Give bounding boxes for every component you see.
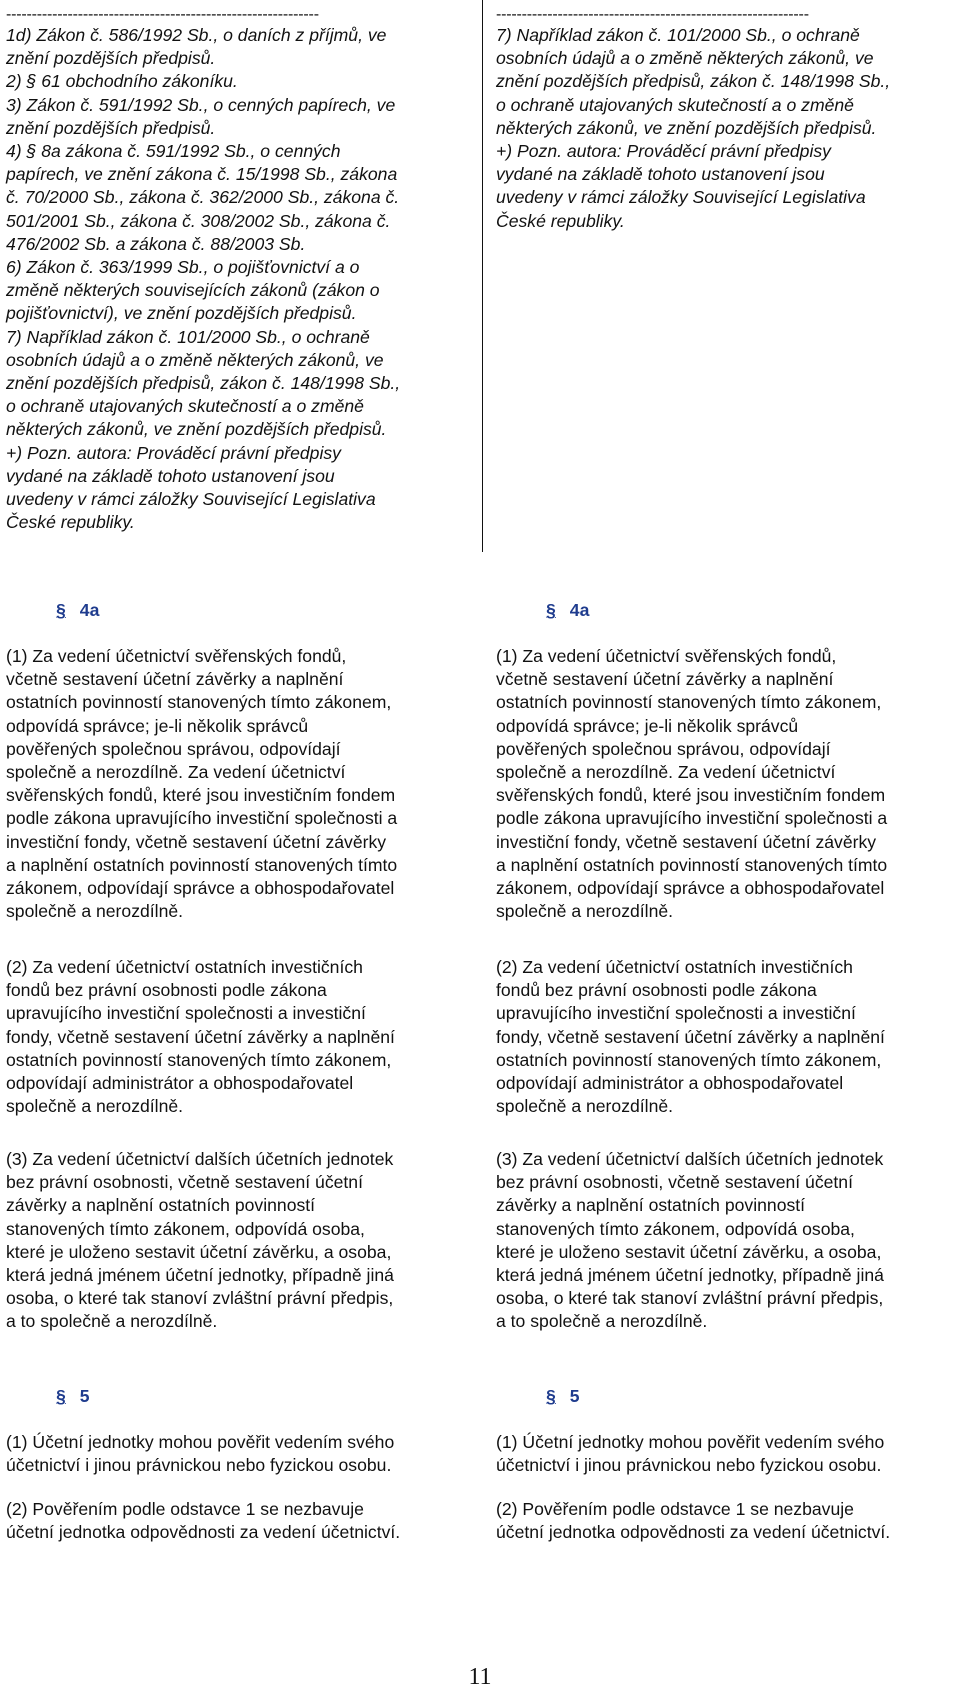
text-line: podle zákona upravujícího investiční společnosti a (496, 808, 888, 829)
text-line: bez právní osobnosti, včetně sestavení účetní (6, 1172, 363, 1193)
footnote-line: České republiky. (496, 210, 625, 231)
footnote-line: 7) Například zákon č. 101/2000 Sb., o ochraně (6, 326, 370, 347)
footnote-line: 501/2001 Sb., zákona č. 308/2002 Sb., zákona č. (6, 210, 391, 231)
text-line: podle zákona upravujícího investiční společnosti a (6, 808, 398, 829)
section-symbol: § (546, 600, 556, 620)
text-line: a to společně a nerozdílně. (496, 1311, 708, 1332)
section-symbol: § (546, 1386, 556, 1406)
text-line: ostatních povinností stanovených tímto zákonem, (6, 692, 392, 713)
text-line: účetnictví i jinou právnickou nebo fyzickou osobu. (496, 1455, 882, 1476)
text-line: odpovídá správce; je-li několik správců (6, 715, 309, 736)
text-line: společně a nerozdílně. Za vedení účetnictví (496, 762, 836, 783)
footnote-line: vydané na základě tohoto ustanovení jsou (6, 465, 335, 486)
text-line: včetně sestavení účetní závěrky a naplnění (6, 669, 344, 690)
footnote-line: 7) Například zákon č. 101/2000 Sb., o ochraně (496, 25, 860, 45)
text-line: závěrky a naplnění ostatních povinností (6, 1195, 316, 1216)
section-5-heading-right (546, 1386, 580, 1407)
text-line: závěrky a naplnění ostatních povinností (496, 1195, 806, 1216)
section-4a-left (6, 645, 476, 923)
paragraph-2 (6, 956, 476, 1118)
section-number: 4a (79, 600, 100, 620)
section-4a-heading-left (56, 600, 99, 621)
section-4a-heading-right (546, 600, 589, 621)
text-line: (2) Pověřením podle odstavce 1 se nezbavuje (496, 1499, 854, 1519)
text-line: společně a nerozdílně. (496, 1096, 674, 1117)
footnotes-right-text (496, 24, 956, 233)
text-line: odpovídají administrátor a obhospodařovatel (496, 1073, 844, 1094)
text-line: pověřených společnou správou, odpovídají (6, 738, 341, 759)
text-line: (1) Účetní jednotky mohou pověřit vedením svého (6, 1432, 395, 1452)
text-line: která jedná jménem účetní jednotky, případně jiná (496, 1265, 884, 1286)
footnote-line: znění pozdějších předpisů, zákon č. 148/1998 Sb., (496, 71, 891, 92)
text-line: stanovených tímto zákonem, odpovídá osoba, (6, 1218, 365, 1239)
footnote-line: +) Pozn. autora: Prováděcí právní předpisy (6, 442, 341, 463)
section-number: 4a (569, 600, 590, 620)
text-line: upravujícího investiční společnosti a investiční (6, 1003, 366, 1024)
section-5-right-p1 (496, 1431, 956, 1477)
text-line: ostatních povinností stanovených tímto zákonem, (496, 1049, 882, 1070)
footnote-line: 2) § 61 obchodního zákoníku. (6, 71, 238, 92)
section-4a-left-p2 (6, 956, 476, 1118)
text-line: a naplnění ostatních povinností stanovených tímto (6, 854, 398, 875)
text-line: fondy, včetně sestavení účetní závěrky a naplnění (6, 1026, 395, 1047)
text-line: účetní jednotka odpovědnosti za vedení účetnictví. (496, 1522, 891, 1543)
footnote-separator: ------------------------------------------------------------- (6, 6, 319, 23)
section-4a-left-p3 (6, 1148, 476, 1334)
text-line: (3) Za vedení účetnictví dalších účetních jednotek (496, 1149, 884, 1169)
text-line: bez právní osobnosti, včetně sestavení účetní (496, 1172, 853, 1193)
text-line: (1) Za vedení účetnictví svěřenských fondů, (496, 646, 837, 666)
footnote-line: 6) Zákon č. 363/1999 Sb., o pojišťovnictví a o (6, 257, 360, 278)
text-line: odpovídají administrátor a obhospodařovatel (6, 1073, 354, 1094)
paragraph-2 (496, 956, 956, 1118)
footnote-line: změně některých souvisejících zákonů (zákon o (6, 280, 380, 301)
section-5-left-p1 (6, 1431, 476, 1477)
footnote-line: znění pozdějších předpisů. (6, 48, 216, 69)
text-line: pověřených společnou správou, odpovídají (496, 738, 831, 759)
text-line: odpovídá správce; je-li několik správců (496, 715, 799, 736)
section-symbol: § (56, 1386, 66, 1406)
section-4a-right (496, 645, 956, 923)
text-line: společně a nerozdílně. (6, 1096, 184, 1117)
footnote-line: znění pozdějších předpisů, zákon č. 148/1998 Sb., (6, 373, 401, 394)
footnote-line: uvedeny v rámci záložky Související Legislativa (6, 489, 376, 510)
text-line: svěřenských fondů, které jsou investičním fondem (6, 785, 396, 806)
section-number: 5 (79, 1386, 90, 1406)
text-line: včetně sestavení účetní závěrky a naplnění (496, 669, 834, 690)
text-line: (1) Účetní jednotky mohou pověřit vedením svého (496, 1432, 885, 1452)
footnote-line: +) Pozn. autora: Prováděcí právní předpisy (496, 141, 831, 162)
section-4a-right-p3 (496, 1148, 956, 1334)
text-line: (3) Za vedení účetnictví dalších účetních jednotek (6, 1149, 394, 1169)
text-line: společně a nerozdílně. Za vedení účetnictví (6, 762, 346, 783)
footnote-line: osobních údajů a o změně některých zákonů, ve (6, 349, 384, 370)
footnote-line: uvedeny v rámci záložky Související Legislativa (496, 187, 866, 208)
section-5-left-p2 (6, 1498, 476, 1544)
footnote-line: 4) § 8a zákona č. 591/1992 Sb., o cenných (6, 141, 341, 162)
text-line: které je uloženo sestavit účetní závěrku, a osoba, (6, 1241, 392, 1262)
text-line: a to společně a nerozdílně. (6, 1311, 218, 1332)
text-line: společně a nerozdílně. (496, 901, 674, 922)
text-line: (2) Pověřením podle odstavce 1 se nezbavuje (6, 1499, 364, 1519)
text-line: zákonem, odpovídají správce a obhospodařovatel (6, 878, 395, 899)
footnotes-left (6, 6, 476, 534)
text-line: svěřenských fondů, které jsou investičním fondem (496, 785, 886, 806)
footnote-line: o ochraně utajovaných skutečností a o změně (6, 396, 364, 417)
text-line: která jedná jménem účetní jednotky, případně jiná (6, 1265, 394, 1286)
text-line: upravujícího investiční společnosti a investiční (496, 1003, 856, 1024)
footnote-line: 3) Zákon č. 591/1992 Sb., o cenných papírech, ve (6, 94, 396, 115)
text-line: účetní jednotka odpovědnosti za vedení účetnictví. (6, 1522, 401, 1543)
text-line: účetnictví i jinou právnickou nebo fyzickou osobu. (6, 1455, 392, 1476)
column-divider (482, 0, 483, 552)
text-line: investiční fondy, včetně sestavení účetní závěrky (496, 831, 877, 852)
footnote-line: znění pozdějších předpisů. (6, 117, 216, 138)
text-line: zákonem, odpovídají správce a obhospodařovatel (496, 878, 885, 899)
footnote-line: č. 70/2000 Sb., zákona č. 362/2000 Sb., zákona č. (6, 187, 400, 208)
paragraph-3 (496, 1148, 956, 1334)
paragraph-1 (496, 645, 956, 923)
paragraph-1 (6, 645, 476, 923)
footnotes-left-text (6, 24, 476, 534)
footnote-line: vydané na základě tohoto ustanovení jsou (496, 164, 825, 185)
section-4a-right-p2 (496, 956, 956, 1118)
text-line: fondy, včetně sestavení účetní závěrky a naplnění (496, 1026, 885, 1047)
text-line: fondů bez právní osobnosti podle zákona (496, 980, 817, 1001)
text-line: společně a nerozdílně. (6, 901, 184, 922)
text-line: (2) Za vedení účetnictví ostatních investičních (496, 957, 853, 977)
text-line: stanovených tímto zákonem, odpovídá osoba, (496, 1218, 855, 1239)
footnote-separator: ------------------------------------------------------------- (496, 6, 809, 23)
text-line: ostatních povinností stanovených tímto zákonem, (6, 1049, 392, 1070)
footnote-line: některých zákonů, ve znění pozdějších předpisů. (496, 117, 877, 138)
footnote-line: papírech, ve znění zákona č. 15/1998 Sb., zákona (6, 164, 398, 185)
footnote-line: osobních údajů a o změně některých zákonů, ve (496, 48, 874, 69)
text-line: ostatních povinností stanovených tímto zákonem, (496, 692, 882, 713)
footnote-line: České republiky. (6, 512, 135, 533)
section-5-heading-left (56, 1386, 90, 1407)
text-line: fondů bez právní osobnosti podle zákona (6, 980, 327, 1001)
text-line: (1) Za vedení účetnictví svěřenských fondů, (6, 646, 347, 666)
footnote-line: 1d) Zákon č. 586/1992 Sb., o daních z příjmů, ve (6, 25, 387, 45)
footnote-line: 476/2002 Sb. a zákona č. 88/2003 Sb. (6, 233, 306, 254)
footnote-line: některých zákonů, ve znění pozdějších předpisů. (6, 419, 387, 440)
section-5-right-p2 (496, 1498, 956, 1544)
footnote-line: pojišťovnictví), ve znění pozdějších předpisů. (6, 303, 357, 324)
paragraph-3 (6, 1148, 476, 1334)
text-line: (2) Za vedení účetnictví ostatních investičních (6, 957, 363, 977)
footnote-line: o ochraně utajovaných skutečností a o změně (496, 94, 854, 115)
text-line: osoba, o které tak stanoví zvláštní právní předpis, (496, 1288, 884, 1309)
footnotes-right (496, 6, 956, 233)
text-line: které je uloženo sestavit účetní závěrku, a osoba, (496, 1241, 882, 1262)
text-line: osoba, o které tak stanoví zvláštní právní předpis, (6, 1288, 394, 1309)
text-line: investiční fondy, včetně sestavení účetní závěrky (6, 831, 387, 852)
section-number: 5 (569, 1386, 580, 1406)
page-number: 11 (468, 1664, 492, 1690)
section-symbol: § (56, 600, 66, 620)
text-line: a naplnění ostatních povinností stanovených tímto (496, 854, 888, 875)
